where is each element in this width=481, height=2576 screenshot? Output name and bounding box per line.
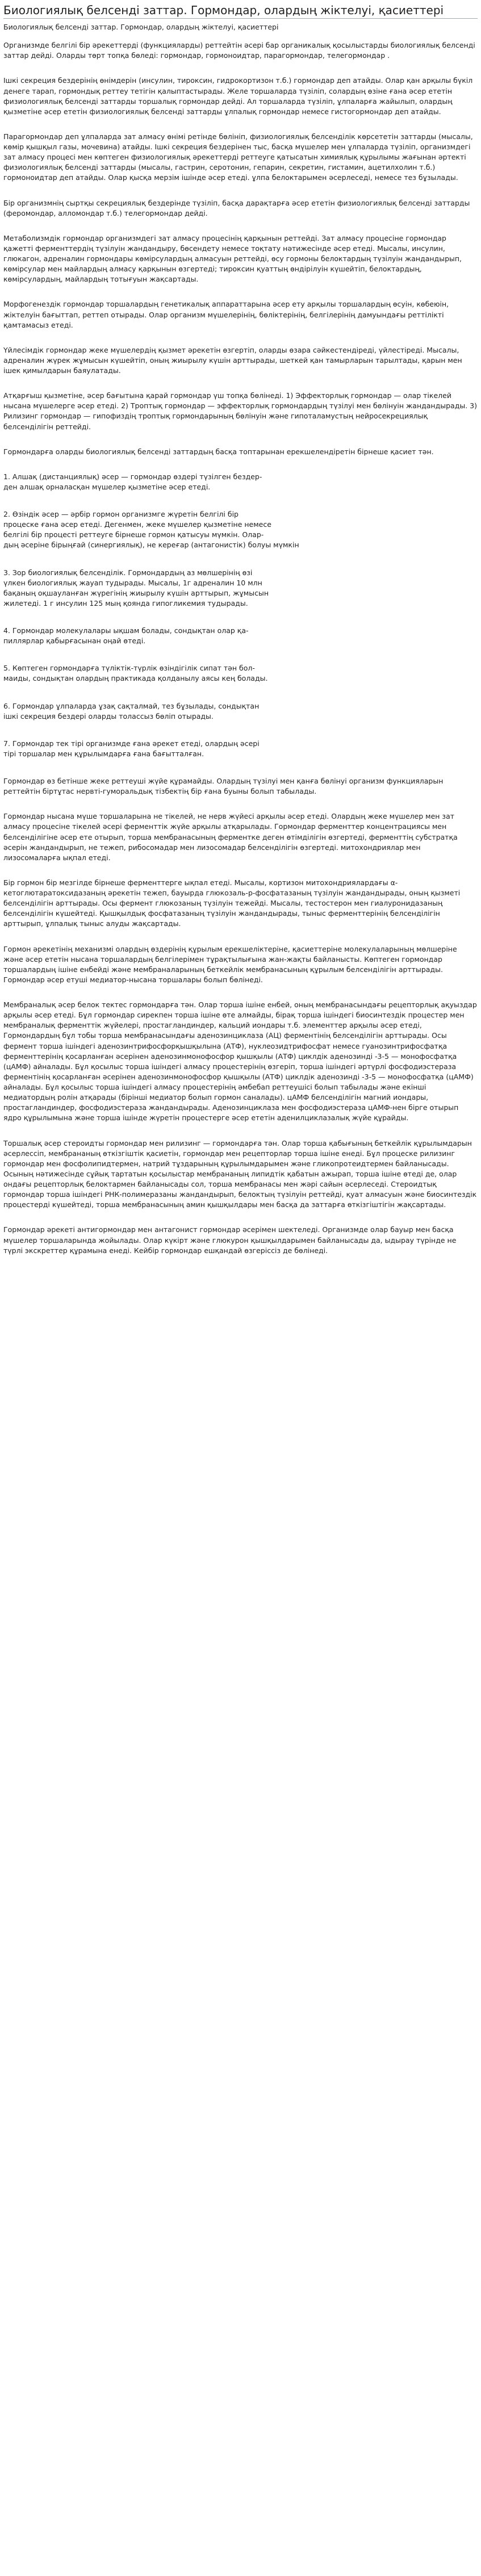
- list-item: 3. Зор биологиялық белсенділік. Гормондардың аз мөлшерінің өзі үлкен биологиялық жауап тудырады. Мысалы, 1г адреналин 10 млн бақаның оқшауланған жүрегінің жиырылу күшін арттырып, жұмысын жилетеді. 1 г инсулин 125 мың қоянда гипогликемия тудырады.: [3, 568, 269, 608]
- paragraph-cellular-action: Торшалық әсер стероидты гормондар мен рилизинг — гормондарға тән. Олар торша қабығының беткейлік құрылымдарын әсерлессіп, мембрананың өткізгіштік қасиетін, гормондар мен рецепторлар торша ішіне енеді. Бұл процеске рилизинг гормондар мен фосфолипидтермен, натрий тұздарының құрылымдарымен және гликопротеидтермен байланысады. Осының нәтижесінде сұйық тартатын қосылыстар мембрананың липидтік қабатын ажырап, торша ішіне өтеді де, олар ондағы рецепторлық белоктармен байланысады сол, торша мембранасы мен жәрі сайын әсерлеседі. Стероидтық гормондар торша ішіндегі РНК-полимеразаны жандандырып, белоктың түзілуін реттейді, қуат алмасуын және биосинтездік процестерді күшейтеді, торша мембранасының амин қышқылдары мен басқа да заттарға өткізгіштігін жақсартады.: [3, 1138, 477, 1209]
- list-item: 2. Өзіндік әсер — әрбір гормон организмге жүретін белгілі бір процеске ғана әсер етеді. Дегенмен, жеке мүшелер қызметіне немесе белгілі бір процесті реттеуге бірнеше гормон қатысуы мүмкін. Олар- дың әсеріне бірыңғай (синергиялық), не кереғар (антагонистік) болуы мүмкін: [3, 510, 299, 550]
- paragraph-telehormones: Бір организмнің сыртқы секрециялық бездерінде түзіліп, басқа дарақтарға әсер ететін физиологиялық белсенді заттарды (феромондар, алломондар т.б.) телегормондар дейді.: [3, 198, 470, 217]
- paragraph-morphogenetic-hormones: Морфогенездік гормондар торшалардың генетикалық аппараттарына әсер ету арқылы торшалардың өсуін, көбеюін, жіктелуін бағыттап, реттеп отырады. Олар организм мүшелерінің, бөліктерінің, белгілерінің дамуындағы реттілікті қамтамасыз етеді.: [3, 300, 449, 329]
- paragraph-membrane-action: Мембраналық әсер белок тектес гормондарға тән. Олар торша ішіне енбей, оның мембранасындағы рецепторлық ақуыздар арқылы әсер етеді. Бұл гормондар сирекпен торша ішіне өте алмайды, бірақ торша ішіндегі биосинтездік процестер мен мембраналық ферменттік жүйелері, простагландиндер, кальций иондары т.б. элементтер арқылы әсер етеді, Гормондардың бұл тобы торша мембранасындағы аденозинциклаза (АЦ) ферментінің белсенділігін арттырады. Осы фермент торша ішіндегі аденозинтрифосфорқышқылына (АТФ), нуклеозидтрифосфат немесе гуанозинтрифосфатқа ферменттерінің қосарланған әсерінен аденозинмонофосфор қышқылы (АТФ) циклдік аденозинді -3-5 — монофосфатқа (цАМФ) айналады. Бұл қосылыс торша ішіндегі алмасу процестерінің өзгеріп, торша ішіндегі әртүрлі фосфодиэстераза ферментінің қосарланған әсерінен аденозинмонофосфор қышқылы (АТФ) циклдік аденозинді -3-5 — монофосфатқа (цАМФ) айналады. Бұл қосылыс торша ішіндегі алмасу процестерінің әмбебап реттеушісі болып табылады және екінші медиатордың ролін атқарады (бірінші медиатор болып гормон саналады). цАМФ белсенділігін магний иондары, простагландиндер, фосфодиэстераза жандандырады. Аденозинциклаза мен фосфодиэстераза цАМФ-нен бірге отырып ядро құрылымына және торша ішінде жүретін процестерге әсер ететін аденилциклазалық жүйе құрайды.: [3, 1000, 477, 1122]
- paragraph-hormones-definition: Ішкі секреция бездерінің өнімдерін (инсулин, тироксин, гидрокортизон т.б.) гормондар деп атайды. Олар қан арқылы бүкіл денеге тарап, гормондық реттеу тетігін қалыптастырады. Желе торшаларда түзіліп, солардың өзіне ғана әсер ететін физиологиялық белсенді заттарды торшалық гормондар дейді. Ал торшаларда түзіліп, ұлпаларға жайылып, олардың қызметіне әсер ететін физиологиялық белсенді заттарды ұлпалық гормондар немесе гистогормондар деп атайды.: [3, 76, 473, 116]
- paragraph-enzyme-influence: Бір гормон бір мезгілде бірнеше ферменттерге ықпал етеді. Мысалы, кортизон митохондриялардағы α-кетоглютаратоксидазаның әрекетін тежеп, бауырда глюкозаль-р-фосфатазаның түзілуін жандандырады, оның қызметі белсенділігін арттырады. Осы фермент глюкозаның түзілуін тежейді. Мысалы, тестостерон мен гиалуронидазаның белсенділігін күшейтеді. Қышқылдық фосфатазаның түзілуін жандандырады, тыныс ферменттерінің белсенділігін арттырып, ұлпалық тыныс алуды жақсартады.: [3, 878, 461, 928]
- page-subtitle: Биологиялық белсенді заттар. Гормондар, олардың жіктелуі, қасиеттері: [3, 23, 279, 31]
- paragraph-action-mechanism: Гормон әрекетінің механизмі олардың өздерінің құрылым ерекшеліктеріне, қасиеттеріне молекулаларының мөлшеріне және әсер ететін нысана торшалардың белгілерімен тұрақтылығына жан-жақты байланысты. Көптеген гормондар торшалардың ішіне енбейді және мембраналарының беткейлік мембранасының құрылым белсенділігін арттырады. Гормондар әсер етуші медиатор-нысана торшалары болып бөлінеді.: [3, 944, 457, 984]
- list-item: 4. Гормондар молекулалары ықшам болады, сондықтан олар қа- пиллярлар қабырғасынан оңай өтеді.: [3, 626, 249, 646]
- list-item: 7. Гормондар тек тірі организмде ғана әрекет етеді, олардың әсері тірі торшалар мен құрылымдарға ғана бағытталған.: [3, 739, 260, 758]
- paragraph-properties-intro: Гормондарға оларды биологиялық белсенді заттардың басқа топтарынан ерекшелендіретін бірнеше қасиет тән.: [3, 447, 434, 456]
- paragraph-metabolic-hormones: Метаболизмдік гормондар организмдегі зат алмасу процесінің қарқынын реттейді. Зат алмасу процесіне гормондар қажетті ферменттердің түзілуін жандандыру, бөсендету немесе тоқтату нәтижесінде әсер етеді. Мысалы, инсулин, глюкагон, адреналин гормондары көмірсулардың алмасуын реттейді, өсу гормоны белоктардың түзілуін жандандырып, көмірсулар мен майлардың алмасу қарқынын өзгертеді; тироксин қуаттың өндірілуін күшейтіп, белоктардың, көмірсулардың, майлардың тотығуын жақсартады.: [3, 233, 462, 284]
- list-item: 6. Гормондар ұлпаларда ұзақ сақталмай, тез бұзылады, сондықтан ішкі секреция бездері оларды толассыз бөліп отырады.: [3, 701, 260, 721]
- list-item: 5. Көптеген гормондарға түліктік-түрлік өзіндігілік сипат тән бол- маиды, сондықтан олардың практикада қолданылу аясы кең болады.: [3, 664, 268, 683]
- article-page: [0, 0, 481, 1284]
- paragraph-parahormones: Парагормондар деп ұлпаларда зат алмасу өнімі ретінде бөлініп, физиологиялық белсенділік көрсететін заттарды (мысалы, көмір қышқыл газы, мочевина) атайды. Ішкі секреция бездерінен тыс, басқа мүшелер мен ұлпаларда түзіліп, организмдегі зат алмасу процесі мен көптеген физиологиялық әрекеттерді реттеуге қатысатын химиялық құрылымы жағынан әртекті физиологиялық белсенді заттарды (мысалы, гастрин, серотонин, гепарин, секретин, гистамин, ацетилхолин т.б.) гормоноидтар деп атайды. Олар қысқа мерзім ішінде әсер етеді. ұлпа белоктарымен әсерлеседі, немесе тез бұзылады.: [3, 132, 473, 182]
- paragraph-coordinating-hormones: Үйлесімдік гормондар жеке мүшелердің қызмет әрекетін өзгертіп, оларды өзара сәйкестендіреді, үйлестіреді. Мысалы, адреналин жүрек жұмысын күшейтіп, оның жиырылу күшін арттырады, шеткей қан тамырларын тарылтады, қарын мен ішек қимылдарын баяулатады.: [3, 345, 462, 375]
- paragraph-regulatory-chain: Гормондар өз бетінше жеке реттеуші жүйе құрамайды. Олардың түзілуі мен қанға бөлінуі организм функцияларын реттейтін біртұтас нервті-гуморальдық тізбектің бір ғана буыны болып табылады.: [3, 777, 444, 796]
- paragraph-antihormones: Гормондар әрекеті антигормондар мен антагонист гормондар әсерімен шектеледі. Организмде олар бауыр мен басқа мүшелер торшаларында жойылады. Олар күкірт және глюкурон қышқылдарымен байланысады да, ыдырау түрінде не түрлі экскреттер құрамына енеді. Кейбір гормондар ешқандай өзгеріссіз де бөлінеді.: [3, 1225, 457, 1255]
- properties-list: [3, 472, 478, 759]
- intro-paragraph: Организмде белгілі бір әрекеттерді (функцияларды) реттейтін әсері бар органикалық қосылыстарды биологиялық белсенді заттар дейді. Оларды төрт топқа бөледі: гормондар, гормоноидтар, парагормондар, телегормондар .: [3, 41, 475, 60]
- paragraph-hormone-groups: Атқарғыш қызметіне, әсер бағытына қарай гормондар үш топқа бөлінеді. 1) Эффекторлық гормондар — олар тікелей нысана мүшелерге әсер етеді. 2) Троптық гормондар — эффекторлық гормондардың түзілуі мен бөлінуін жандандырады. 3) Рилизинг гормондар — гипофиздің троптық гормондарының бөлінуін және гипоталамустың нейросекрециялық белсенділігін реттейді.: [3, 391, 477, 431]
- page-title: Биологиялық белсенді заттар. Гормондар, олардың жіктелуі, қасиеттері: [3, 3, 478, 19]
- paragraph-target-cells: Гормондар нысана мүше торшаларына не тікелей, не нерв жүйесі арқылы әсер етеді. Олардың жеке мүшелер мен зат алмасу процесіне тікелей әсері ферменттік жүйе арқылы атқарылады. Гормондар ферменттер концентрациясы мен белсенділігіне әсер ете отырып, торша мембранасының ферментке деген өтімділігін өзгертеді, ферменттің субстратқа әсерін жандандырып, не тежеп, рибосомадар мен лизосомадар белсенділігін өзгертеді. митохондриялар мен лизосомаларға ықпал етеді.: [3, 812, 458, 862]
- list-item: 1. Алшақ (дистанциялық) әсер — гормондар өздері түзілген бездер- ден алшақ орналасқан мүшелер қызметіне әсер етеді.: [3, 472, 262, 491]
